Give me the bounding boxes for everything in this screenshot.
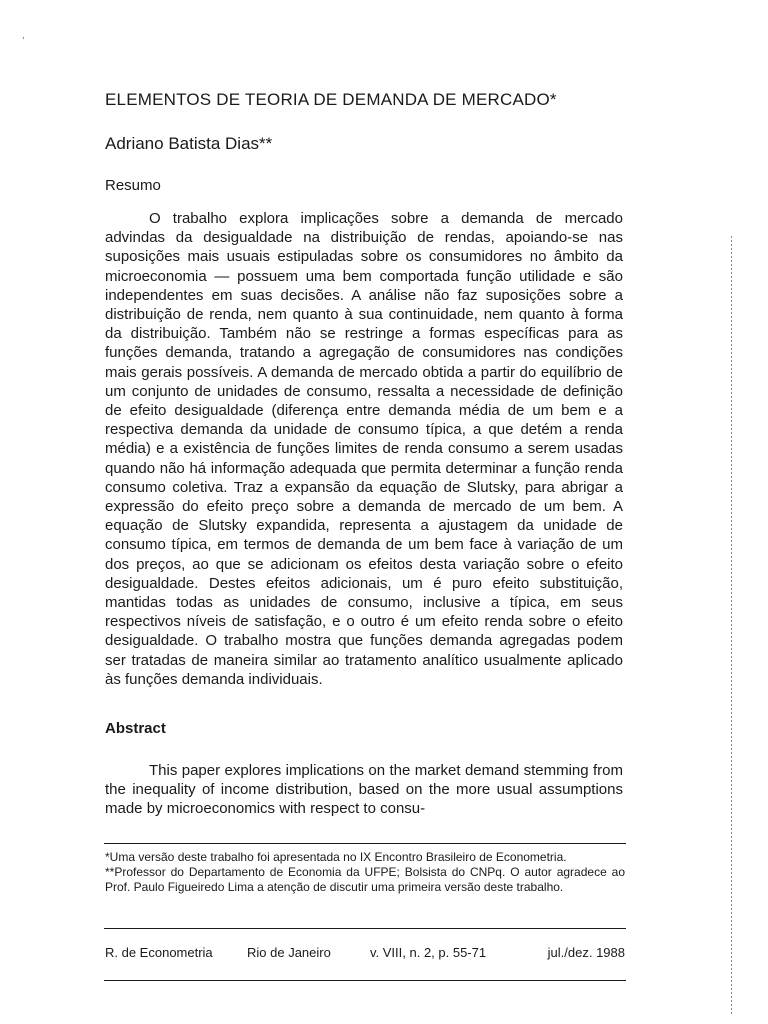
page-edge-line <box>731 236 732 1016</box>
resumo-heading: Resumo <box>105 177 161 194</box>
footnote-top-rule <box>104 843 626 844</box>
abstract-paragraph: This paper explores implications on the market demand stemming from the inequality of income distribution, based on the more usual assumptions made by microeconomics with respect to consu- <box>105 762 623 818</box>
scan-mark: , <box>22 30 25 40</box>
footer-volume: v. VIII, n. 2, p. 55-71 <box>370 945 487 960</box>
abstract-heading: Abstract <box>105 720 166 737</box>
footer-bottom-rule <box>104 980 626 981</box>
footer-city: Rio de Janeiro <box>247 945 331 960</box>
footer-date: jul./dez. 1988 <box>547 945 625 960</box>
resumo-paragraph: O trabalho explora implicações sobre a demanda de mercado advindas da desigualdade na distribuição de rendas, apoiando-se nas suposições mais usuais estipuladas sobre os consumidores no âmbito da microeconomia — possuem uma bem comportada função utilidade e são independentes em suas decisões. A análise não faz suposições sobre a distribuição de renda, nem quanto à sua continuidade, nem quanto à forma da distribuição. Também não se restringe a formas específicas para as funções demanda, tratando a agregação de consumidores nas condições mais gerais possíveis. A demanda de mercado obtida a partir do equilíbrio de um conjunto de unidades de consumo, ressalta a necessidade de definição de efeito desigualdade (diferença entre demanda média de um bem e a respectiva demanda da unidade de consumo típica, a que detém a renda média) e a existência de funções limites de renda consumo a serem usadas quando não há informação adequada que permita determinar a função renda consumo coletiva. Traz a expansão da equação de Slutsky, para abrigar a expressão do efeito preço sobre a demanda de mercado de um bem. A equação de Slutsky expandida, representa a ajustagem da unidade de consumo típica, em termos de demanda de um bem face à variação de um dos preços, ao que se adicionam os efeitos desta variação sobre o efeito desigualdade. Destes efeitos adicionais, um é puro efeito substituição, mantidas todas as unidades de consumo, inclusive a típica, em seus respectivos níveis de satisfação, e o outro é um efeito renda sobre o efeito desigualdade. O trabalho mostra que funções demanda agregadas podem ser tratadas de maneira similar ao tratamento analítico usualmente aplicado às funções demanda individuais. <box>105 210 623 688</box>
article-author: Adriano Batista Dias** <box>105 134 273 153</box>
footnotes <box>105 850 625 895</box>
footnote-item: **Professor do Departamento de Economia da UFPE; Bolsista do CNPq. O autor agradece ao Prof. Paulo Figueiredo Lima a atenção de discutir uma primeira versão deste trabalho. <box>105 865 625 894</box>
footnote-item: *Uma versão deste trabalho foi apresentada no IX Encontro Brasileiro de Econometria. <box>105 850 567 864</box>
citation-footer <box>105 945 625 963</box>
footnote-bottom-rule <box>104 928 626 929</box>
article-title: ELEMENTOS DE TEORIA DE DEMANDA DE MERCADO* <box>105 90 557 109</box>
footer-journal: R. de Econometria <box>105 945 213 960</box>
